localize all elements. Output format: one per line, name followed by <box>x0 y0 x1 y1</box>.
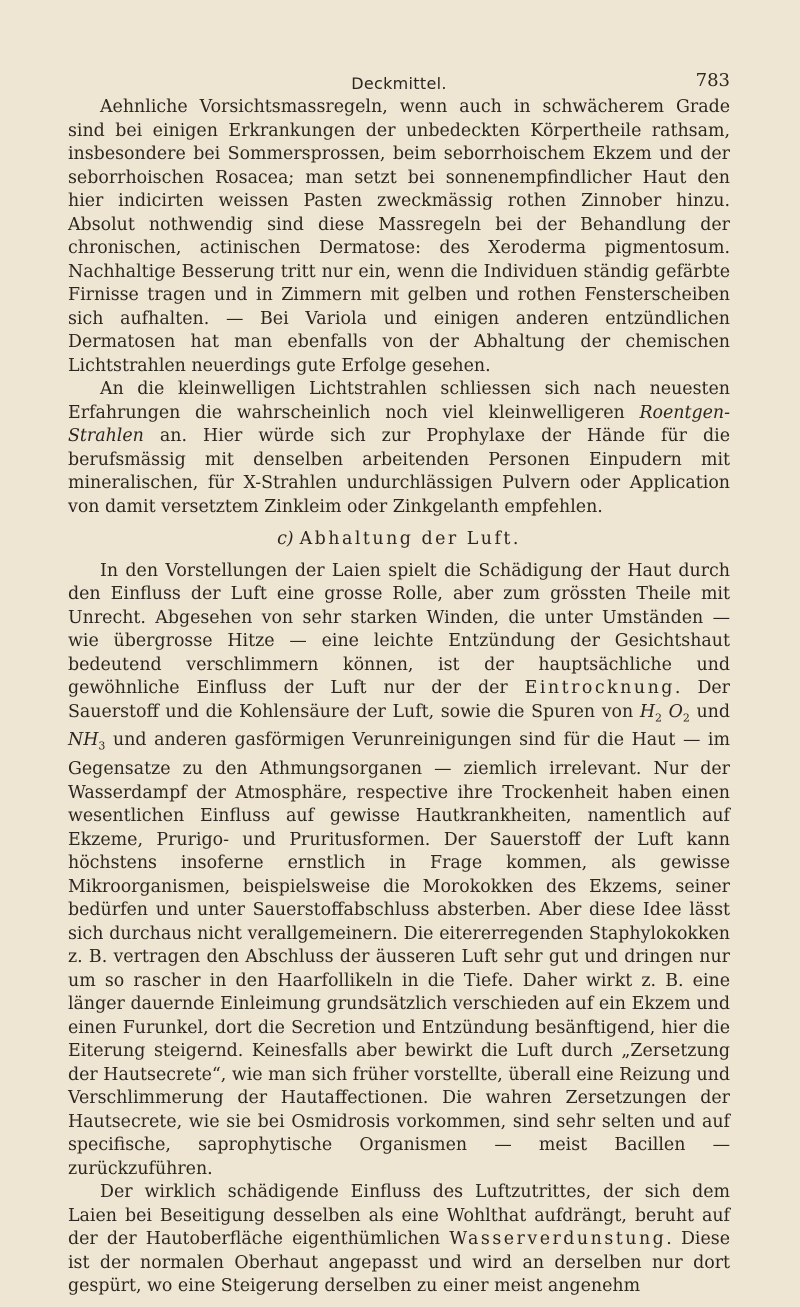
section-heading <box>68 528 730 552</box>
chem-formula: NH <box>68 730 99 751</box>
running-title: Deckmittel. <box>351 74 447 93</box>
paragraph: An die kleinwelligen Lichtstrahlen schliessen sich nach neuesten Erfahrungen die wahrscheinlich noch viel kleinwelligeren Roentgen-Strahlen an. Hier würde sich zur Prophylaxe der Hände für die berufsmässig mit denselben arbeitenden Personen Einpudern mit mineralischen, für X-Strahlen undurchlässigen Pulvern oder Application von damit versetztem Zinkleim oder Zinkgelanth empfehlen. <box>68 379 730 517</box>
chem-formula: O <box>668 701 683 722</box>
section-title: Abhaltung der Luft. <box>299 529 521 549</box>
page-number: 783 <box>695 70 730 91</box>
emphasis-term: Wasserverdunstung <box>449 1229 667 1250</box>
roentgen-term: Roentgen-Strahlen <box>68 402 730 446</box>
chem-formula: H <box>639 701 655 722</box>
paragraph: Aehnliche Vorsichtsmassregeln, wenn auch in schwächerem Grade sind bei einigen Erkrankungen der unbedeckten Körpertheile rathsam, insbesondere bei Sommersprossen, beim seborrhoischem Ekzem und der seborrhoischen Rosacea; man setzt bei sonnenempfindlicher Haut den hier indicirten weissen Pasten zweckmässig rothen Zinnober hinzu. Absolut nothwendig sind diese Massregeln bei der Behandlung der chronischen, actinischen Dermatose: des Xeroderma pigmentosum. Nachhaltige Besserung tritt nur ein, wenn die Individuen ständig gefärbte Firnisse tragen und in Zimmern mit gelben und rothen Fensterscheiben sich aufhalten. — Bei Variola und einigen anderen entzündlichen Dermatosen hat man ebenfalls von der Abhaltung der chemischen Lichtstrahlen neuerdings gute Erfolge gesehen. <box>68 97 730 376</box>
paragraph: In den Vorstellungen der Laien spielt die Schädigung der Haut durch den Einfluss der Luft eine grosse Rolle, aber zum grössten Theile mit Unrecht. Abgesehen von sehr starken Winden, die unter Umständen — wie übergrosse Hitze — eine leichte Entzündung der Gesichtshaut bedeutend verschlimmern können, ist der hauptsächliche und gewöhnliche Einfluss der Luft nur der der Eintrocknung. Der Sauerstoff und die Kohlensäure der Luft, sowie die Spuren von $H_2$ $O_2$ und $NH_3$ und anderen gasförmigen Verunreinigungen sind für die Haut — im Gegensatze zu den Athmungsorganen — ziemlich irrelevant. Nur der Wasserdampf der Atmosphäre, respective ihre Trockenheit haben einen wesentlichen Einfluss auf gewisse Hautkrankheiten, namentlich auf Ekzeme, Prurigo- und Pruritusformen. Der Sauerstoff der Luft kann höchstens insoferne ernstlich in Frage kommen, als gewisse Mikroorganismen, beispielsweise die Morokokken des Ekzems, seiner bedürfen und unter Sauerstoffabschluss absterben. Aber diese Idee lässt sich durchaus nicht verallgemeinern. Die eitererregenden Staphylokokken z. B. vertragen den Abschluss der äusseren Luft sehr gut und dringen nur um so rascher in den Haarfollikeln in die Tiefe. Daher wirkt z. B. eine länger dauernde Einleimung grundsätzlich verschieden auf ein Ekzem und einen Furunkel, dort die Secretion und Entzündung besänftigend, hier die Eiterung steigernd. Keinesfalls aber bewirkt die Luft durch „Zersetzung der Hautsecrete“, wie man sich früher vorstellte, überall eine Reizung und Verschlimmerung der Hautaffectionen. Die wahren Zersetzungen der Hautsecrete, wie sie bei Osmidrosis vorkommen, sind sehr selten und auf specifische, saprophytische Organismen — meist Bacillen — zurückzuführen. <box>68 560 731 1179</box>
paragraph: Der wirklich schädigende Einfluss des Luftzutrittes, der sich dem Laien bei Beseitigung desselben als eine Wohlthat aufdrängt, beruht auf der der Hautoberfläche eigenthümlichen Wasserverdunstung. Diese ist der normalen Oberhaut angepasst und wird an derselben nur dort gespürt, wo eine Steigerung derselben zu einer meist angenehm <box>68 1182 730 1297</box>
page-header <box>68 0 730 96</box>
section-label: c) <box>277 529 294 549</box>
emphasis-term: Eintrocknung <box>524 678 675 698</box>
body-text <box>68 96 730 1299</box>
